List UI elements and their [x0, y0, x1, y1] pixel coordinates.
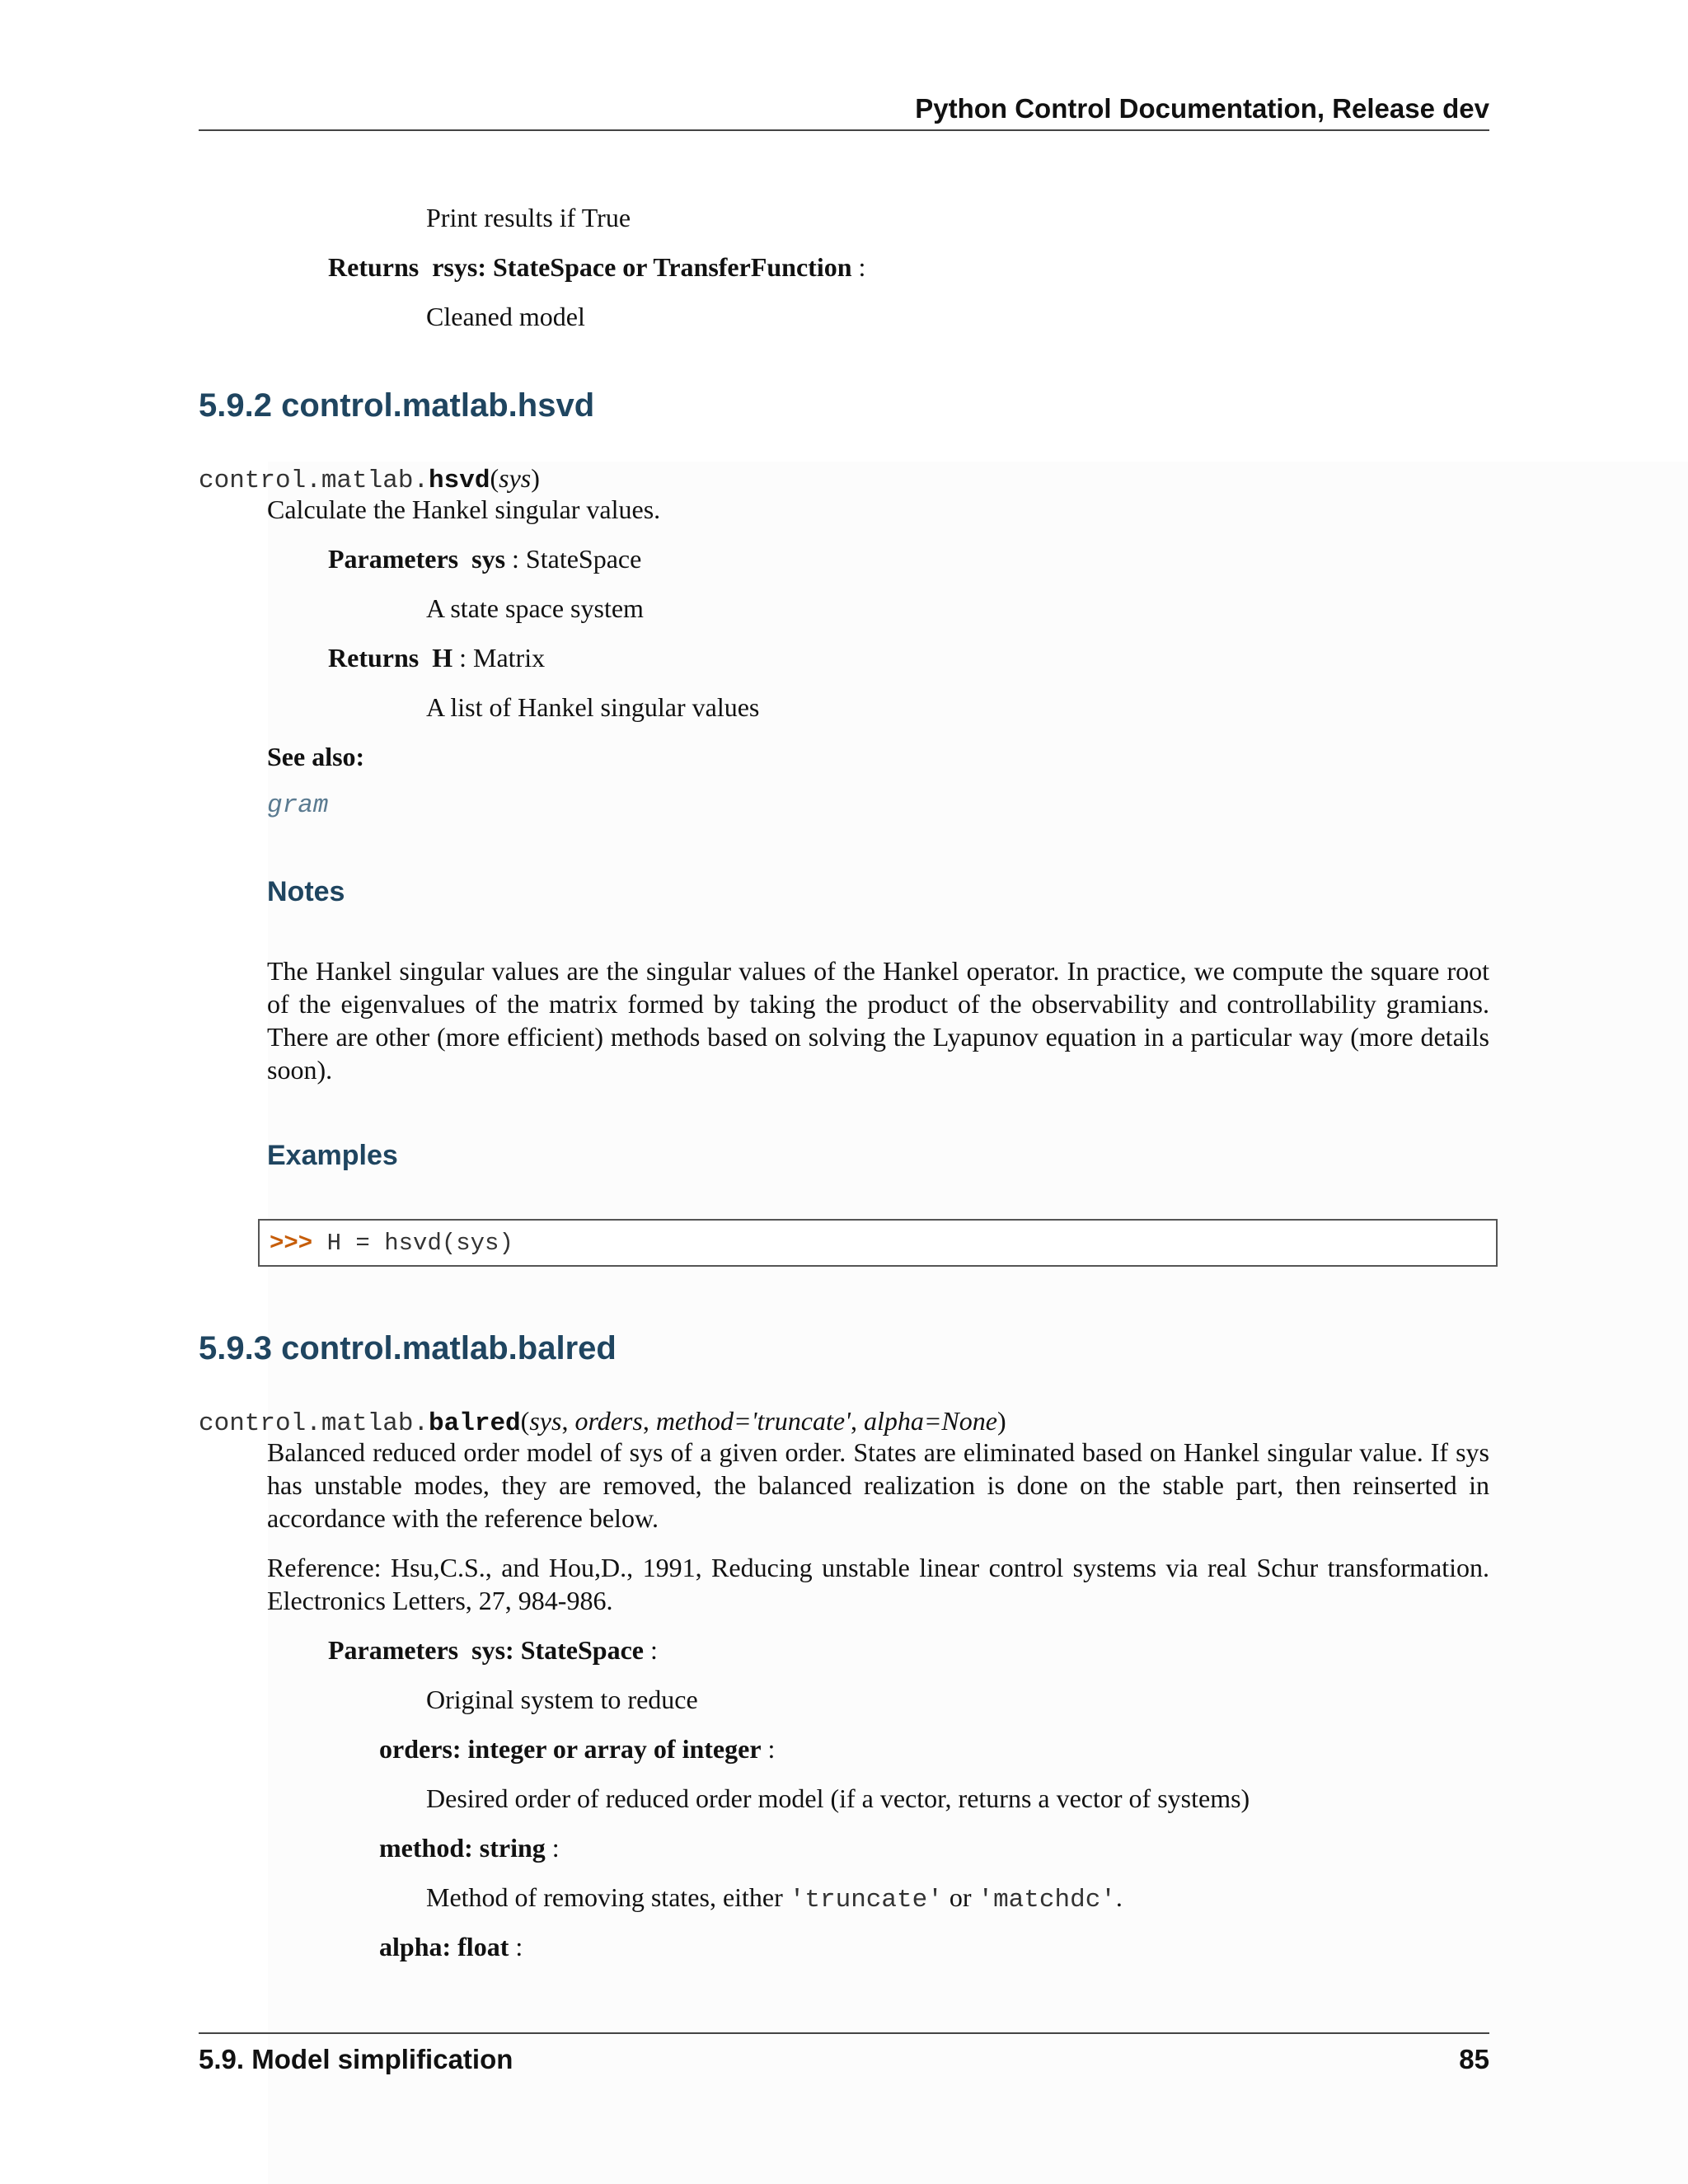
sig-arg: orders: [574, 1406, 643, 1436]
returns-type: : Matrix: [452, 643, 546, 673]
param-line-method: [379, 1831, 560, 1864]
returns-label: Returns: [328, 643, 420, 673]
sig-open-paren: (: [490, 463, 499, 493]
param-line-orders: [379, 1732, 775, 1765]
see-also-link-text[interactable]: gram: [267, 791, 329, 820]
sig-arg: sys: [499, 463, 532, 493]
param-name: method: string: [379, 1833, 546, 1863]
footer-rule: [199, 2032, 1489, 2034]
param-type: : StateSpace: [505, 544, 642, 574]
param-name: orders: integer or array of integer: [379, 1734, 762, 1764]
sig-separator: ,: [850, 1406, 864, 1436]
param-line-alpha: [379, 1930, 523, 1963]
hsvd-param-description: A state space system: [426, 593, 644, 623]
sig-arg: sys: [529, 1406, 562, 1436]
desc-text: Method of removing states, either: [426, 1882, 790, 1912]
code-text: H = hsvd(sys): [312, 1230, 513, 1257]
hsvd-summary: Calculate the Hankel singular values.: [267, 494, 661, 524]
code-example-block: [258, 1219, 1498, 1267]
param-colon: :: [761, 1734, 776, 1764]
sig-arg: alpha=None: [863, 1406, 997, 1436]
returns-label: Returns: [328, 252, 420, 282]
balred-summary: Balanced reduced order model of sys of a given order. States are eliminated based on Hankel singular value. If sys has unstable modes, they are removed, the balanced realization is done on the stable part, then reinserted in accordance with the reference below.: [267, 1437, 1489, 1533]
notes-heading: Notes: [267, 876, 345, 907]
balred-reference: Reference: Hsu,C.S., and Hou,D., 1991, Reducing unstable linear control systems via real Schur transformation. Electronics Letters, 27, 984-986.: [267, 1553, 1489, 1615]
param-description: [426, 1881, 1123, 1917]
returns-name: rsys: StateSpace or TransferFunction: [432, 252, 852, 282]
param-colon: :: [644, 1635, 658, 1665]
sig-arg: method='truncate': [655, 1406, 851, 1436]
param-description: Original system to reduce: [426, 1685, 698, 1714]
examples-heading: Examples: [267, 1140, 398, 1171]
section-heading-hsvd: 5.9.2 control.matlab.hsvd: [199, 387, 595, 424]
sig-separator: ,: [642, 1406, 656, 1436]
param-name: sys: StateSpace: [471, 1635, 644, 1665]
inline-code-truncate: 'truncate': [789, 1886, 943, 1915]
running-header: Python Control Documentation, Release dev: [915, 93, 1489, 124]
sig-open-paren: (: [520, 1406, 530, 1436]
header-rule: [199, 129, 1489, 131]
balred-parameters-line: [328, 1633, 658, 1666]
sig-close-paren: ): [531, 463, 540, 493]
hsvd-returns-description: A list of Hankel singular values: [426, 692, 760, 722]
see-also-label: See also:: [267, 742, 365, 771]
notes-paragraph: The Hankel singular values are the singular values of the Hankel operator. In practice, we compute the square root of the eigenvalues of the matrix formed by taking the product of the observability and controllability gramians. There are other (more efficient) methods based on solving the Lyapunov equation in a particular way (more details soon).: [267, 956, 1489, 1085]
page-number: 85: [1459, 2044, 1489, 2074]
desc-text: or: [942, 1882, 978, 1912]
sig-function-name: hsvd: [429, 466, 490, 495]
footer-section-title: 5.9. Model simplification: [199, 2044, 513, 2074]
prev-param-description: Print results if True: [426, 203, 631, 232]
sig-function-name: balred: [429, 1409, 521, 1438]
see-also-link-gram[interactable]: [267, 791, 328, 820]
code-line: [270, 1227, 513, 1260]
hsvd-returns-line: [328, 641, 545, 674]
hsvd-parameters-line: [328, 542, 641, 575]
inline-code-matchdc: 'matchdc': [978, 1886, 1116, 1915]
returns-name: H: [432, 643, 453, 673]
parameters-label: Parameters: [328, 1635, 459, 1665]
sig-separator: ,: [561, 1406, 575, 1436]
sig-module-prefix: control.matlab.: [199, 1409, 429, 1438]
param-name: sys: [471, 544, 506, 574]
param-description: Desired order of reduced order model (if a vector, returns a vector of systems): [426, 1783, 1250, 1813]
param-colon: :: [545, 1833, 560, 1863]
sig-module-prefix: control.matlab.: [199, 466, 429, 495]
desc-text: .: [1115, 1882, 1123, 1912]
param-colon: :: [509, 1932, 523, 1961]
parameters-label: Parameters: [328, 544, 459, 574]
section-heading-balred: 5.9.3 control.matlab.balred: [199, 1330, 617, 1366]
sig-close-paren: ): [996, 1406, 1006, 1436]
prev-returns-line: [328, 251, 865, 284]
returns-colon: :: [851, 252, 866, 282]
param-name: alpha: float: [379, 1932, 509, 1961]
code-prompt: >>>: [270, 1230, 313, 1257]
prev-returns-description: Cleaned model: [426, 302, 585, 331]
